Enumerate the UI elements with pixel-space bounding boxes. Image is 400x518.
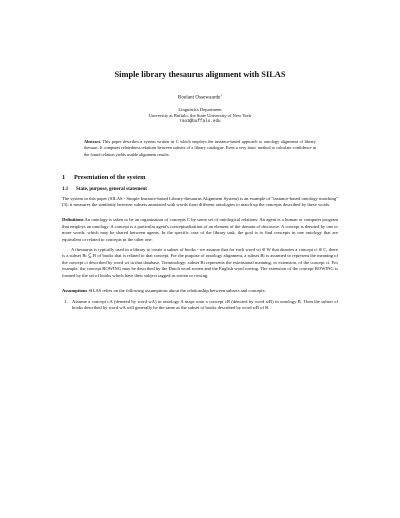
section-heading	[62, 174, 338, 181]
assumption-item-1	[62, 299, 338, 312]
definitions-paragraph	[62, 217, 338, 243]
section-title: Presentation of the system	[74, 173, 146, 181]
definitions-text: An ontology is taken to be an organization of concepts C by some set of ontological relations. An agent is a human or computer program that employs an ontology. A concept is a particular agent's conceptualization of an element of the domain of discourse. A concept is denoted by one or more words, which may be shared between agents. In the specific case of the library task, the goal is to find concepts in one ontology that are equivalent or related to concepts in the other one.	[62, 217, 338, 242]
author-footnote-mark: 1	[220, 93, 223, 97]
affiliation-dept: Linguistics Department	[178, 106, 222, 112]
definitions-label: Definitions	[62, 217, 84, 223]
subsection-heading	[62, 187, 338, 192]
author-name: Roelant Ossewaarde	[177, 94, 221, 101]
author-email: rao3@buffalo.edu	[179, 119, 221, 125]
assumptions-label: Assumptions	[62, 288, 88, 294]
abstract-text: This paper describes a system written in C which employs the instance-based approach to ontology alignment of library thesauri. It computes relatedness relations between subsets of a library catalogue. Even a very basic method to calculate confidence in the found relation yields usable alignment results.	[84, 139, 316, 157]
thesaurus-paragraph: A thesaurus is typically used in a library to create a subset of books - we assume that for each word wi ∈ W that denotes a concept ci ∈ C, there is a subset Bi ⊆ B of books that is related to that concept. For the purpose of ontology alignment, a subset Bi is assumed to represent the meaning of the concept ci described by word wi in that database. Terminology: subset Bi represents the extensional meaning, or extension, of the concept ci. For example, the concept ROWING may be described by the Dutch word roeien and the English word rowing. The extension of the concept ROWING is formed by the set of books which have their subject tagged as roeien or rowing.	[62, 247, 338, 278]
affiliation-university: University at Buffalo, the State University of New York	[148, 112, 252, 118]
intro-paragraph: The system in this paper (SILAS - Simple Instance-based Library-thesaurus Alignment System) is an example of "instance-based ontology matching" [3]; it measures the similarity between subsets annotated with words from different ontologies to match up the concepts described by these words.	[62, 195, 338, 208]
assumptions-text: SILAS relies on the following assumptions about the relationship between subsets and concepts:	[88, 288, 266, 294]
abstract-label: Abstract.	[84, 139, 102, 145]
assumption-item-number: 1.	[64, 298, 68, 304]
subsection-title: State, purpose, general statement	[76, 186, 147, 192]
section-number: 1	[62, 173, 66, 181]
assumption-item-text: Assume a concept cA (denoted by word wA) in ontology A maps onto a concept cB (denoted by word wB) in ontology B. Then the subset of books described by word wA will generally be the same as the subset of books described by word wB of B.	[72, 298, 338, 310]
abstract	[84, 139, 316, 157]
author-line	[62, 93, 338, 101]
affiliation	[62, 107, 338, 126]
subsection-number: 1.1	[62, 186, 69, 192]
paper-title: Simple library thesaurus alignment with SILAS	[114, 70, 286, 79]
assumptions-paragraph	[62, 288, 338, 294]
page-content	[62, 70, 338, 311]
